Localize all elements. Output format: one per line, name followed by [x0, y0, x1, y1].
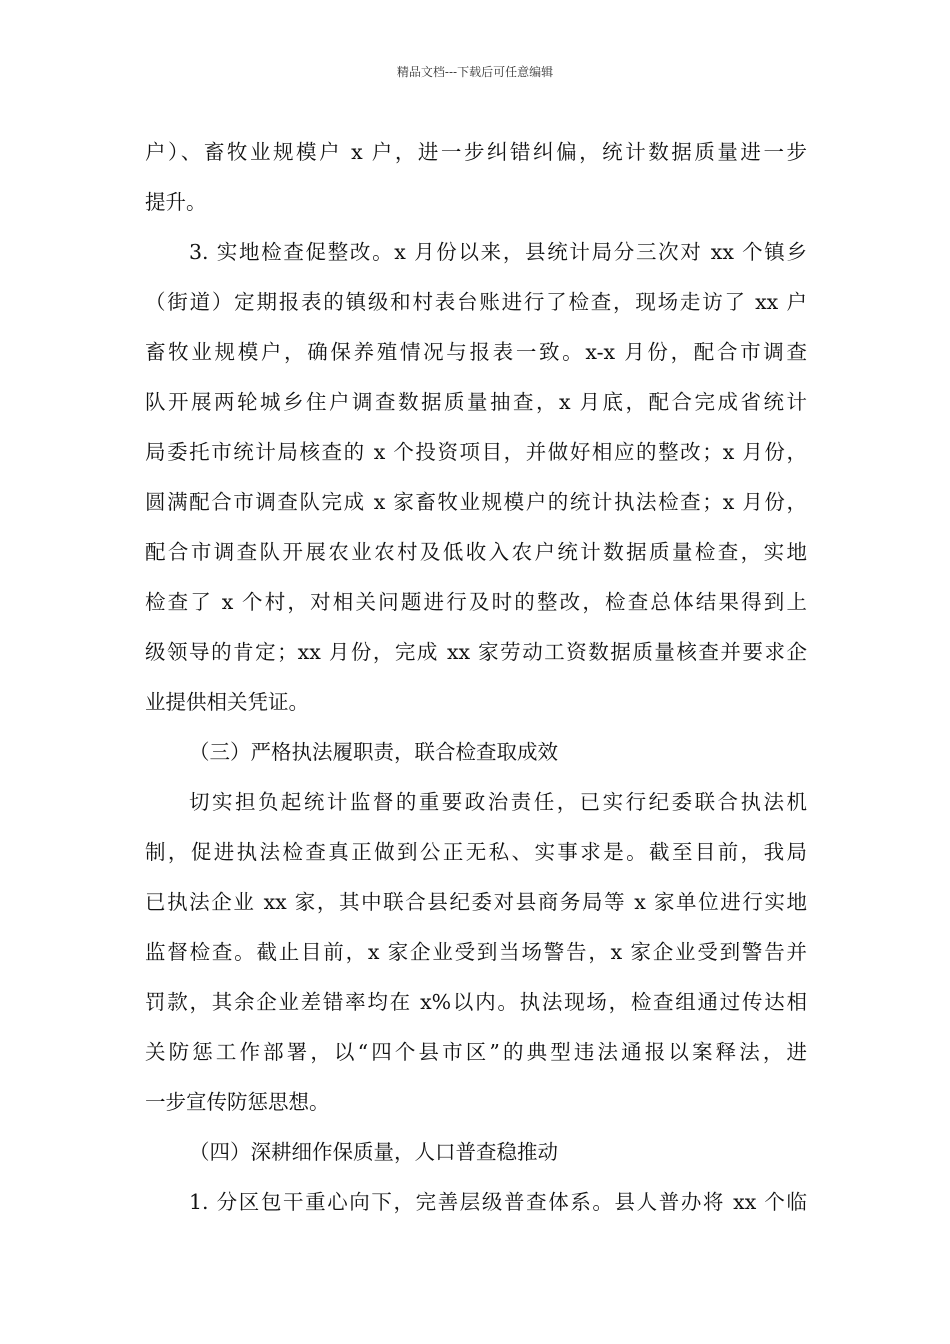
text-line: 监督检查。截止目前，x 家企业受到当场警告，x 家企业受到警告并 [145, 940, 807, 964]
text-line: 制，促进执法检查真正做到公正无私、实事求是。截至目前，我局 [145, 840, 807, 864]
text-line: 局委托市统计局核查的 x 个投资项目，并做好相应的整改；x 月份， [145, 440, 807, 464]
text-line: 3. 实地检查促整改。x 月份以来，县统计局分三次对 xx 个镇乡 [189, 240, 807, 264]
text-line: 提升。 [145, 190, 207, 214]
text-line: 圆满配合市调查队完成 x 家畜牧业规模户的统计执法检查；x 月份， [145, 490, 807, 514]
text-line: 队开展两轮城乡住户调查数据质量抽查，x 月底，配合完成省统计 [145, 390, 807, 414]
text-line: 关防惩工作部署，以“四个县市区”的典型违法通报以案释法，进 [145, 1040, 807, 1064]
text-line: 切实担负起统计监督的重要政治责任，已实行纪委联合执法机 [189, 790, 807, 814]
document-body [145, 127, 807, 1227]
page-header: 精品文档---下载后可任意编辑 [396, 65, 554, 79]
text-line: （三）严格执法履职责，联合检查取成效 [189, 740, 558, 764]
text-line: 级领导的肯定；xx 月份，完成 xx 家劳动工资数据质量核查并要求企 [145, 640, 807, 664]
text-line: （街道）定期报表的镇级和村表台账进行了检查，现场走访了 xx 户 [145, 290, 807, 314]
text-line: 1. 分区包干重心向下，完善层级普查体系。县人普办将 xx 个临 [189, 1190, 807, 1214]
text-line: 业提供相关凭证。 [145, 690, 309, 714]
text-line: 检查了 x 个村，对相关问题进行及时的整改，检查总体结果得到上 [145, 590, 807, 614]
text-line: 罚款，其余企业差错率均在 x%以内。执法现场，检查组通过传达相 [145, 990, 807, 1014]
text-line: （四）深耕细作保质量，人口普查稳推动 [189, 1140, 558, 1164]
text-line: 户）、畜牧业规模户 x 户，进一步纠错纠偏，统计数据质量进一步 [145, 140, 807, 164]
text-line: 配合市调查队开展农业农村及低收入农户统计数据质量检查，实地 [145, 540, 807, 564]
text-line: 一步宣传防惩思想。 [145, 1090, 330, 1114]
text-line: 已执法企业 xx 家，其中联合县纪委对县商务局等 x 家单位进行实地 [145, 890, 807, 914]
text-line: 畜牧业规模户，确保养殖情况与报表一致。x-x 月份，配合市调查 [145, 340, 807, 364]
